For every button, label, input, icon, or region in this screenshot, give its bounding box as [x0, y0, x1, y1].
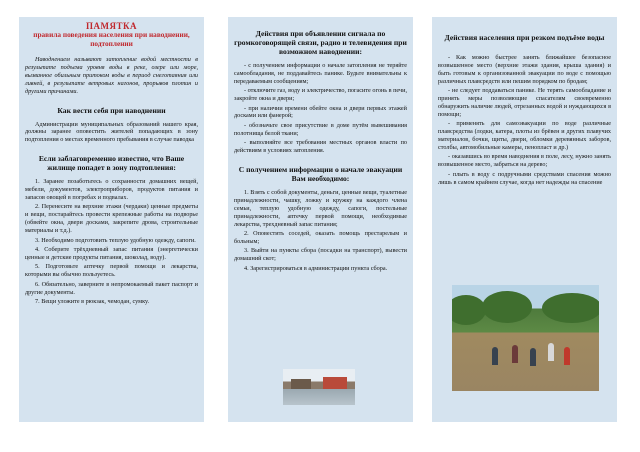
list-item: 3. Необходимо подготовить теплую удобную одежду, сапоги.: [35, 236, 196, 244]
list-item: 7. Вещи уложите в рюкзак, чемодан, сумку.: [35, 297, 150, 305]
panel-signal-actions: [228, 17, 413, 422]
list-item: - обозначьте свое присутствие в доме путём вывешивания полотнища белой ткани;: [234, 121, 407, 137]
list-item: - выполняйте все требования местных органов власти по действиям в условиях затопления.: [234, 139, 407, 155]
section-heading-rapid-rise: Действия населения при резком подъёме воды: [444, 33, 605, 42]
section-heading-advance: Если заблаговременно известно, что Ваше жилище попадет в зону подтопления:: [38, 154, 185, 173]
list-item: 1. Взять с собой документы, деньги, ценные вещи, туалетные принадлежности, чашку, ложку и кружку на каждого члена семьи, теплую удобную одежду, сапоги, постельные принадлежности, аптечку первой помощи, необходимые лекарства, трехдневный запас питания;: [234, 188, 407, 228]
panel-rapid-rise: [432, 17, 617, 422]
house-roof: [323, 377, 347, 389]
panel-memo: [19, 17, 204, 422]
list-item: 3. Выйти на пункты сбора (посадки на транспорт), вывести домашний скот;: [234, 247, 407, 263]
admin-paragraph: Администрации муниципальных образований нашего края, должны заранее оповестить жителей попадающих в зону подтопления о местах временного пребывания в случае паводка: [25, 120, 198, 144]
list-item: - Как можно быстрее занять ближайшее безопасное возвышенное место (верхние этажи здания, крыша здания) и быть готовым к организованной эвакуации по воде с помощью различных плавсредств или пешим порядком по бродам;: [438, 54, 611, 85]
list-item: - оказавшись во время наводнения в поле, лесу, нужно занять возвышенное место, забраться на дерево;: [438, 153, 611, 169]
list-item: 6. Обязательно, заверните в непромокаемый пакет паспорт и другие документы.: [25, 280, 198, 296]
list-item: - не следует поддаваться панике. Не терять самообладание и принять меры позволяющие спасателям своевременно обнаружить наличие людей, отрезанных водой и нуждающихся в помощи;: [438, 87, 611, 118]
list-item: 2. Оповестить соседей, оказать помощь престарелым и больным;: [234, 230, 407, 245]
rapid-rise-list: [438, 54, 611, 187]
person: [530, 348, 536, 366]
list-item: - отключите газ, воду и электричество, погасите огонь в печи, закройте окна и двери;: [234, 87, 407, 103]
person: [564, 347, 570, 365]
tree: [482, 291, 532, 323]
memo-subtitle: правила поведения населения при наводнении, подтоплении: [33, 30, 190, 48]
person: [548, 343, 554, 361]
list-item: 1. Заранее позаботьтесь о сохранности домашних вещей, мебели, документов, электроприборов, продуктов питания и запасов овощей в погребах и подвалах.: [25, 178, 198, 202]
list-item: 5. Подготовьте аптечку первой помощи и лекарства, которыми вы обычно пользуетесь.: [25, 263, 198, 279]
tree: [542, 293, 599, 323]
person: [512, 345, 518, 363]
house-roof: [291, 379, 311, 389]
list-item: 2. Перенесите на верхние этажи (чердаки) ценные предметы и вещи, постарайтесь провести крепежные работы на подворье (обвейте окна, двери досками, закрепите дрова, строительные материалы и т.д.).: [25, 203, 198, 235]
list-item: 4. Зарегистрироваться в администрации пункта сбора.: [244, 264, 388, 272]
list-item: - плыть в воду с подручными средствами спасения можно лишь в самом крайнем случае, когда нет надежды на спасение: [438, 170, 611, 186]
evacuation-list: [234, 189, 407, 273]
list-item: - с получением информации о начале затопления не теряйте самообладания, не поддавайтесь панике. Будьте внимательны к передаваемым сообщениям;: [234, 62, 407, 85]
flood-definition: Наводнением называют затопление водой местности в результате подъема уровня воды в реке, озере или море, вызванное обильным притоком воды в период снеготаяния или ливней, в результате ветровых нагонов, прорывов плотин и другими причинами.: [25, 56, 198, 95]
memo-title: ПАМЯТКА: [85, 21, 138, 31]
section-heading-signal: Действия при объявлении сигнала по громкоговорящей связи, радио и телевидения при возможном наводнении:: [234, 29, 407, 56]
tree: [452, 295, 486, 325]
section-heading-evacuation: С получением информации о начале эвакуации Вам необходимо:: [238, 164, 403, 183]
list-item: - при наличии времени обейте окна и двери первых этажей досками или фанерой;: [234, 104, 407, 120]
flooded-houses-photo: [283, 369, 355, 405]
advance-list: [25, 178, 198, 306]
flood-rescue-photo: [452, 285, 599, 391]
signal-list: [234, 62, 407, 155]
list-item: 4. Соберите трёхдневный запас питания (энергетически ценные и детские продукты питания, шоколад, воду).: [25, 246, 198, 261]
section-heading-behavior: Как вести себя при наводнении: [57, 105, 166, 115]
person: [492, 347, 498, 365]
list-item: - применять для самоэвакуации по воде различные плавсредства (лодки, катера, плоты из брёвен и других плавучих материалов, бочки, щиты, двери, обломки деревянных заборов, столбы, автомобильные камеры, пенопласт и др.): [438, 120, 611, 151]
